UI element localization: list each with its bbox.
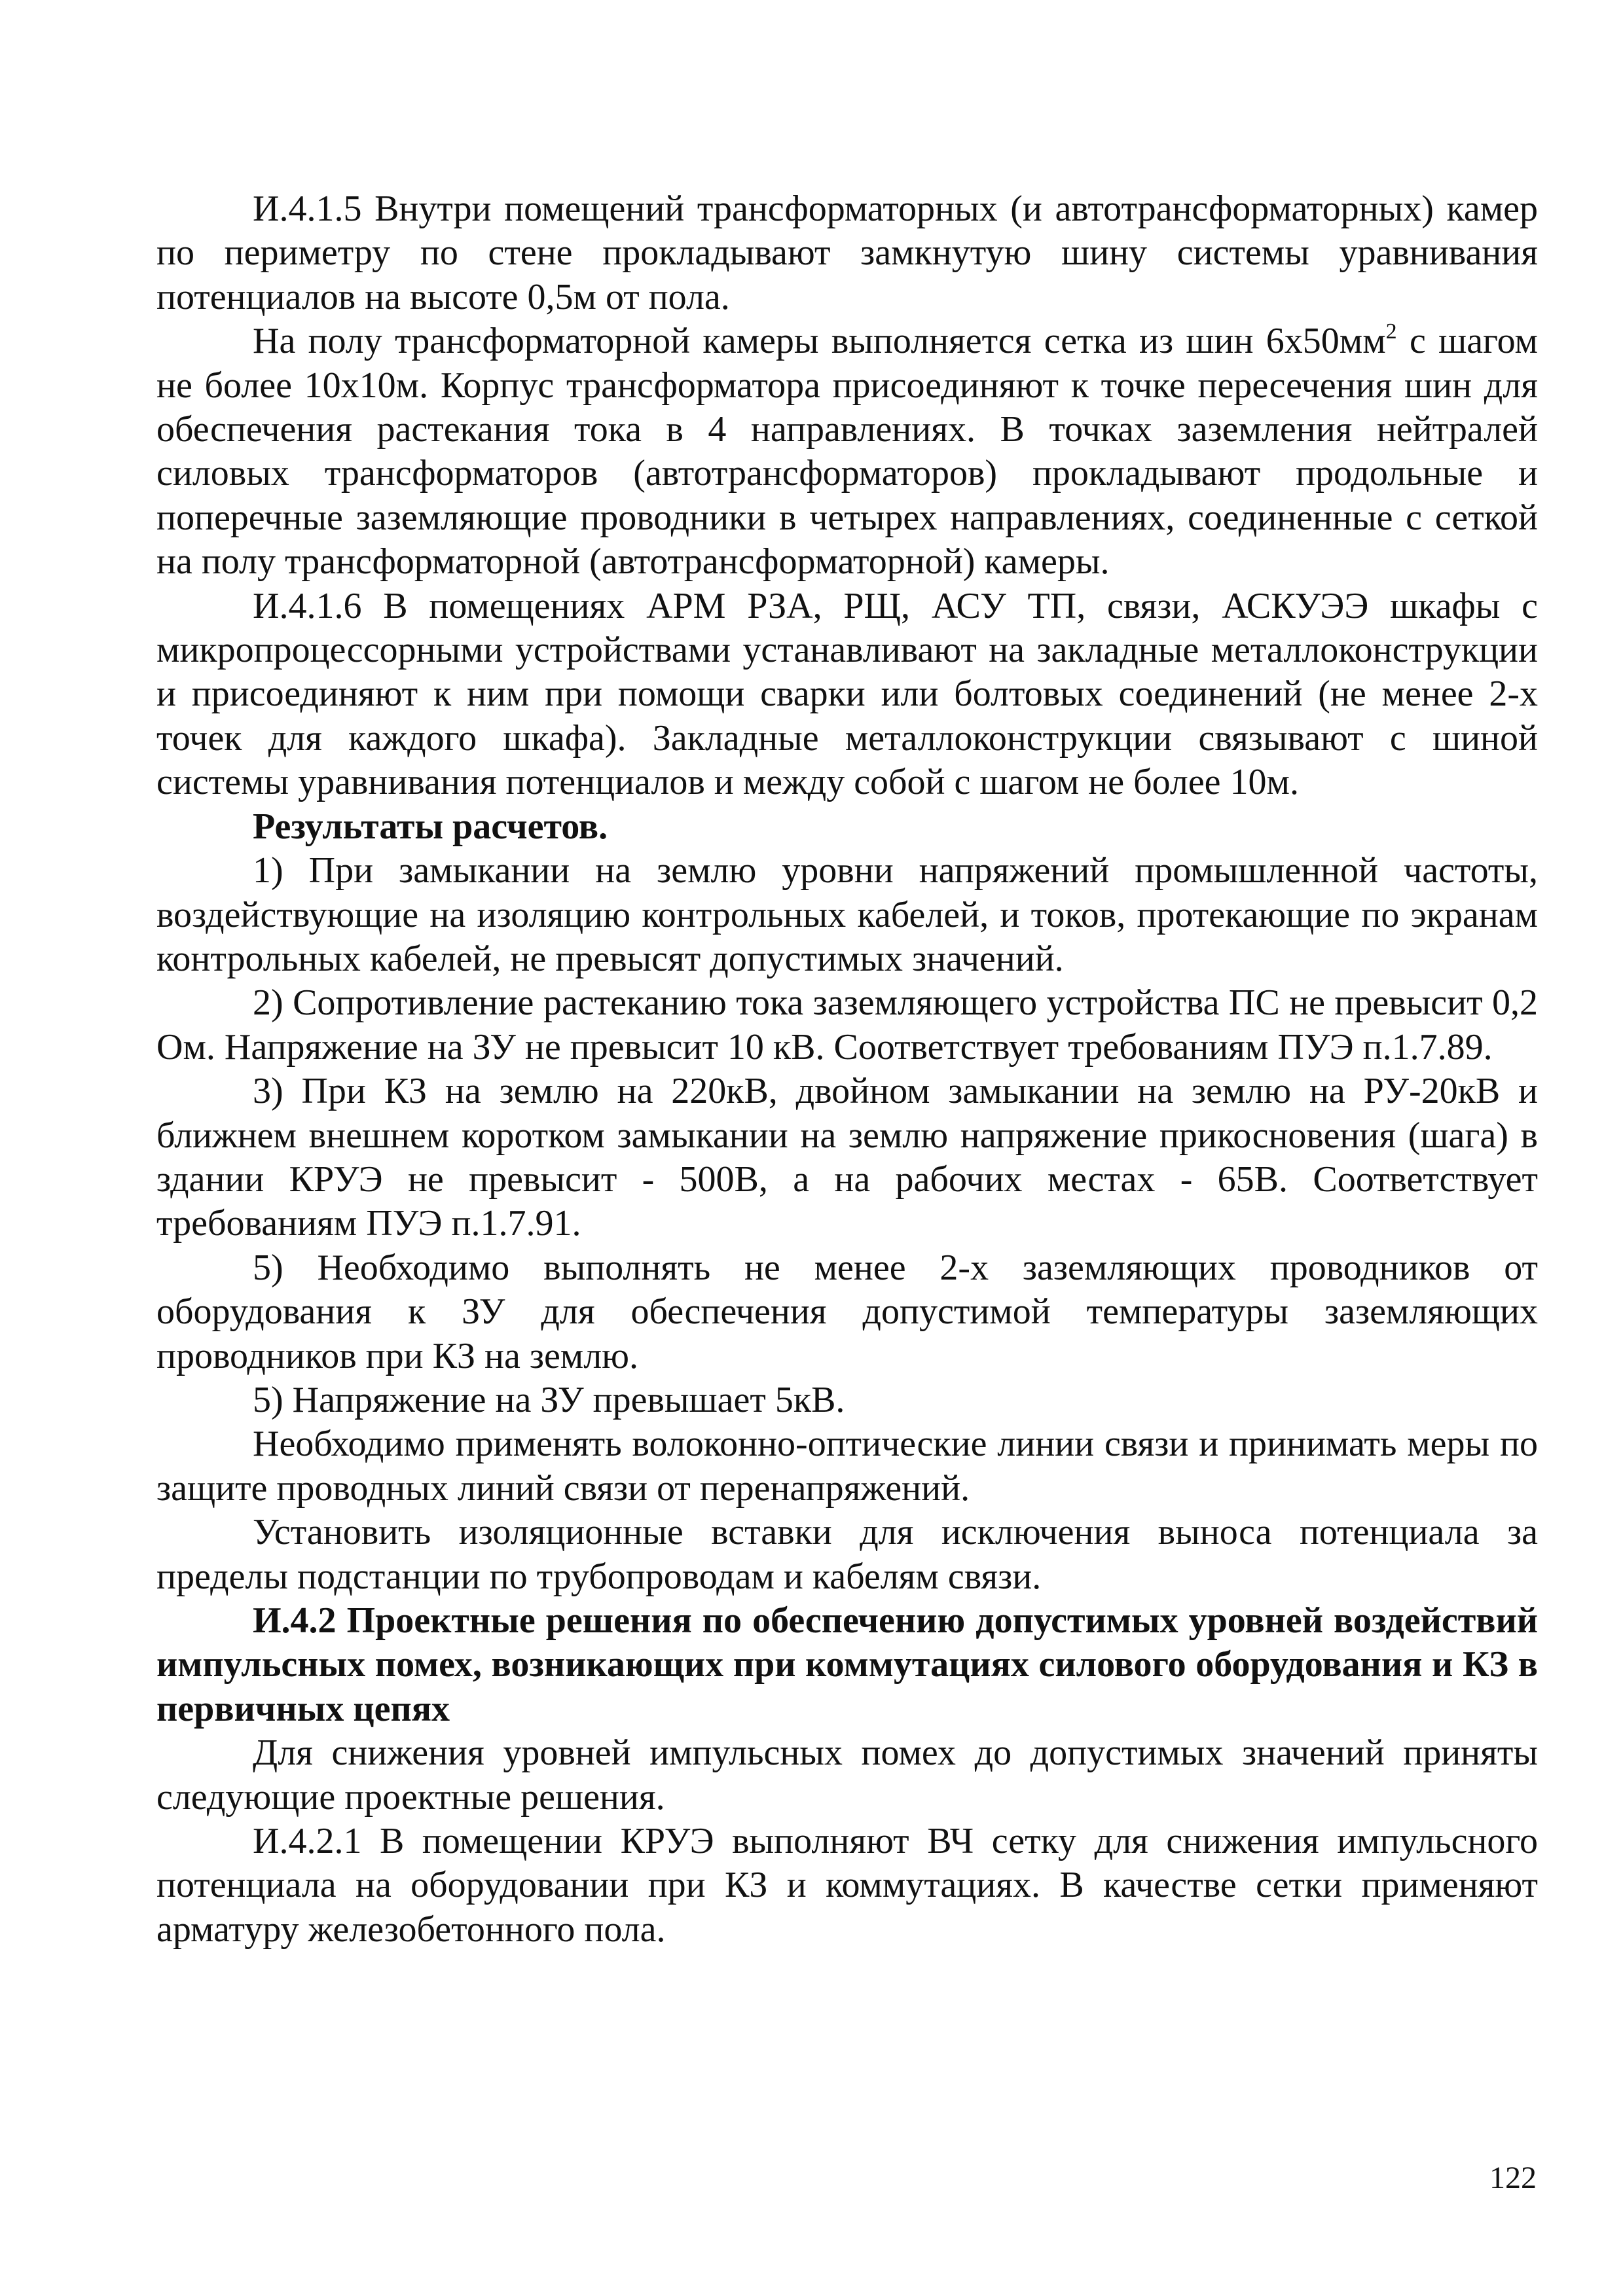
paragraph-grid-text-b: с шагом не более 10х10м. Корпус трансформатора присоединяют к точке пересечения шин для обеспечения растекания тока в 4 направлениях. В точках заземления нейтралей силовых трансформаторов (автотрансформаторов) прокладывают продольные и поперечные заземляющие проводники в четырех направлениях, соединенные с сеткой на полу трансформаторной (автотрансформаторной) камеры. <box>156 321 1538 583</box>
section-4-2-intro: Для снижения уровней импульсных помех до допустимых значений приняты следующие проектные решения. <box>156 1732 1538 1818</box>
result-item-2: 2) Сопротивление растеканию тока заземляющего устройства ПС не превысит 0,2 Ом. Напряжение на ЗУ не превысит 10 кВ. Соответствует требованиям ПУЭ п.1.7.89. <box>156 982 1538 1067</box>
paragraph-4-2-1: И.4.2.1 В помещении КРУЭ выполняют ВЧ сетку для снижения импульсного потенциала на оборудовании при КЗ и коммутациях. В качестве сетки применяют арматуру железобетонного пола. <box>156 1821 1538 1950</box>
result-item-5a: 5) Необходимо выполнять не менее 2-х заземляющих проводников от оборудования к ЗУ для обеспечения допустимой температуры заземляющих проводников при КЗ на землю. <box>156 1247 1538 1376</box>
paragraph-insulating-inserts: Установить изоляционные вставки для исключения выноса потенциала за пределы подстанции по трубопроводам и кабелям связи. <box>156 1512 1538 1597</box>
paragraph-4-1-5: И.4.1.5 Внутри помещений трансформаторных (и автотрансформаторных) камер по периметру по стене прокладывают замкнутую шину системы уравнивания потенциалов на высоте 0,5м от пола. <box>156 188 1538 317</box>
result-item-1: 1) При замыкании на землю уровни напряжений промышленной частоты, воздействующие на изоляцию контрольных кабелей, и токов, протекающие по экранам контрольных кабелей, не превысят допустимых значений. <box>156 850 1538 979</box>
result-item-5b: 5) Напряжение на ЗУ превышает 5кВ. <box>253 1379 845 1420</box>
superscript-squared: 2 <box>1385 319 1397 344</box>
paragraph-grid-text-a: На полу трансформаторной камеры выполняется сетка из шин 6х50мм <box>253 321 1386 362</box>
document-body <box>156 187 1538 1952</box>
section-4-2-heading: И.4.2 Проектные решения по обеспечению допустимых уровней воздействий импульсных помех, возникающих при коммутациях силового оборудования и КЗ в первичных цепях <box>156 1600 1538 1729</box>
page-number: 122 <box>1489 2161 1537 2195</box>
paragraph-grid <box>156 319 1538 584</box>
paragraph-fiber-optic: Необходимо применять волоконно-оптические линии связи и принимать меры по защите проводных линий связи от перенапряжений. <box>156 1424 1538 1509</box>
paragraph-4-1-6: И.4.1.6 В помещениях АРМ РЗА, РЩ, АСУ ТП, связи, АСКУЭЭ шкафы с микропроцессорными устройствами устанавливают на закладные металлоконструкции и присоединяют к ним при помощи сварки или болтовых соединений (не менее 2-х точек для каждого шкафа). Закладные металлоконструкции связывают с шиной системы уравнивания потенциалов и между собой с шагом не более 10м. <box>156 585 1538 803</box>
results-heading: Результаты расчетов. <box>253 806 608 847</box>
result-item-3: 3) При КЗ на землю на 220кВ, двойном замыкании на землю на РУ-20кВ и ближнем внешнем коротком замыкании на землю напряжение прикосновения (шага) в здании КРУЭ не превысит - 500В, а на рабочих местах - 65В. Соответствует требованиям ПУЭ п.1.7.91. <box>156 1071 1538 1244</box>
